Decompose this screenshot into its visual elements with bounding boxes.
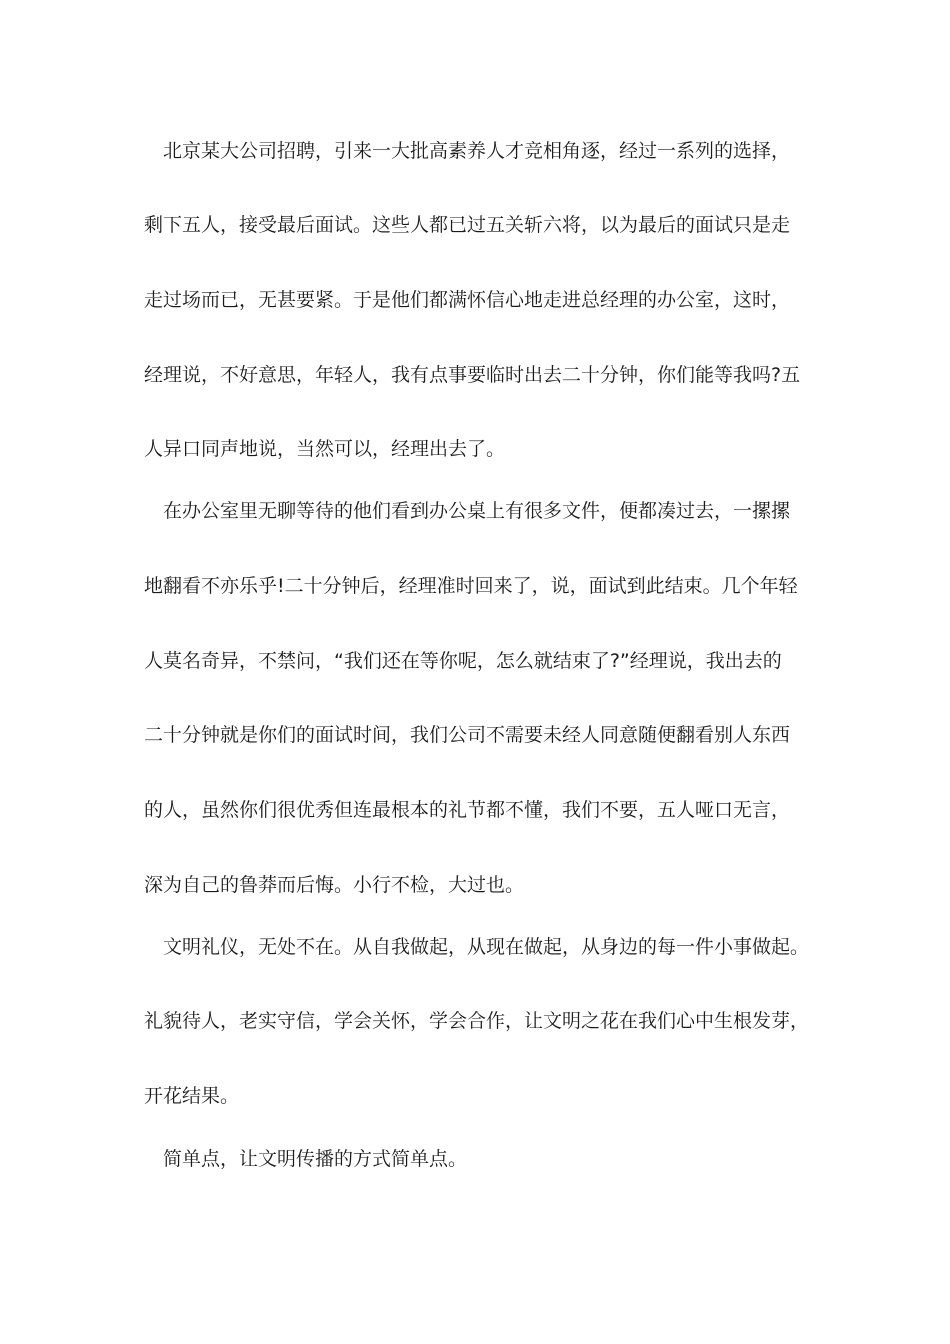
paragraph-1-line-2: 剩下五人，接受最后面试。这些人都已过五关斩六将，以为最后的面试只是走 <box>144 214 791 236</box>
paragraph-1-line-3: 走过场而已，无甚要紧。于是他们都满怀信心地走进总经理的办公室，这时， <box>144 289 791 311</box>
paragraph-1-line-1: 北京某大公司招聘，引来一大批高素养人才竞相角逐，经过一系列的选择， <box>163 140 791 162</box>
paragraph-2-line-5: 的人，虽然你们很优秀但连最根本的礼节都不懂，我们不要，五人哑口无言， <box>144 799 791 821</box>
paragraph-3-line-3: 开花结果。 <box>144 1085 240 1107</box>
paragraph-3-line-1: 文明礼仪，无处不在。从自我做起，从现在做起，从身边的每一件小事做起。 <box>163 936 810 958</box>
paragraph-2-line-3: 人莫名奇异，不禁问，“我们还在等你呢，怎么就结束了?”经理说，我出去的 <box>144 650 782 672</box>
paragraph-2-line-1: 在办公室里无聊等待的他们看到办公桌上有很多文件，便都凑过去，一摞摞 <box>163 500 791 522</box>
paragraph-3-line-2: 礼貌待人，老实守信，学会关怀，学会合作，让文明之花在我们心中生根发芽， <box>144 1010 810 1032</box>
paragraph-1-line-4: 经理说，不好意思，年轻人，我有点事要临时出去二十分钟，你们能等我吗?五 <box>144 364 801 386</box>
paragraph-4-line-1: 简单点，让文明传播的方式简单点。 <box>163 1148 468 1170</box>
paragraph-2-line-4: 二十分钟就是你们的面试时间，我们公司不需要未经人同意随便翻看别人东西 <box>144 724 791 746</box>
paragraph-1-line-5: 人异口同声地说，当然可以，经理出去了。 <box>144 438 506 460</box>
paragraph-2-line-2: 地翻看不亦乐乎!二十分钟后，经理准时回来了，说，面试到此结束。几个年轻 <box>144 575 798 597</box>
paragraph-2-line-6: 深为自己的鲁莽而后悔。小行不检，大过也。 <box>144 874 525 896</box>
